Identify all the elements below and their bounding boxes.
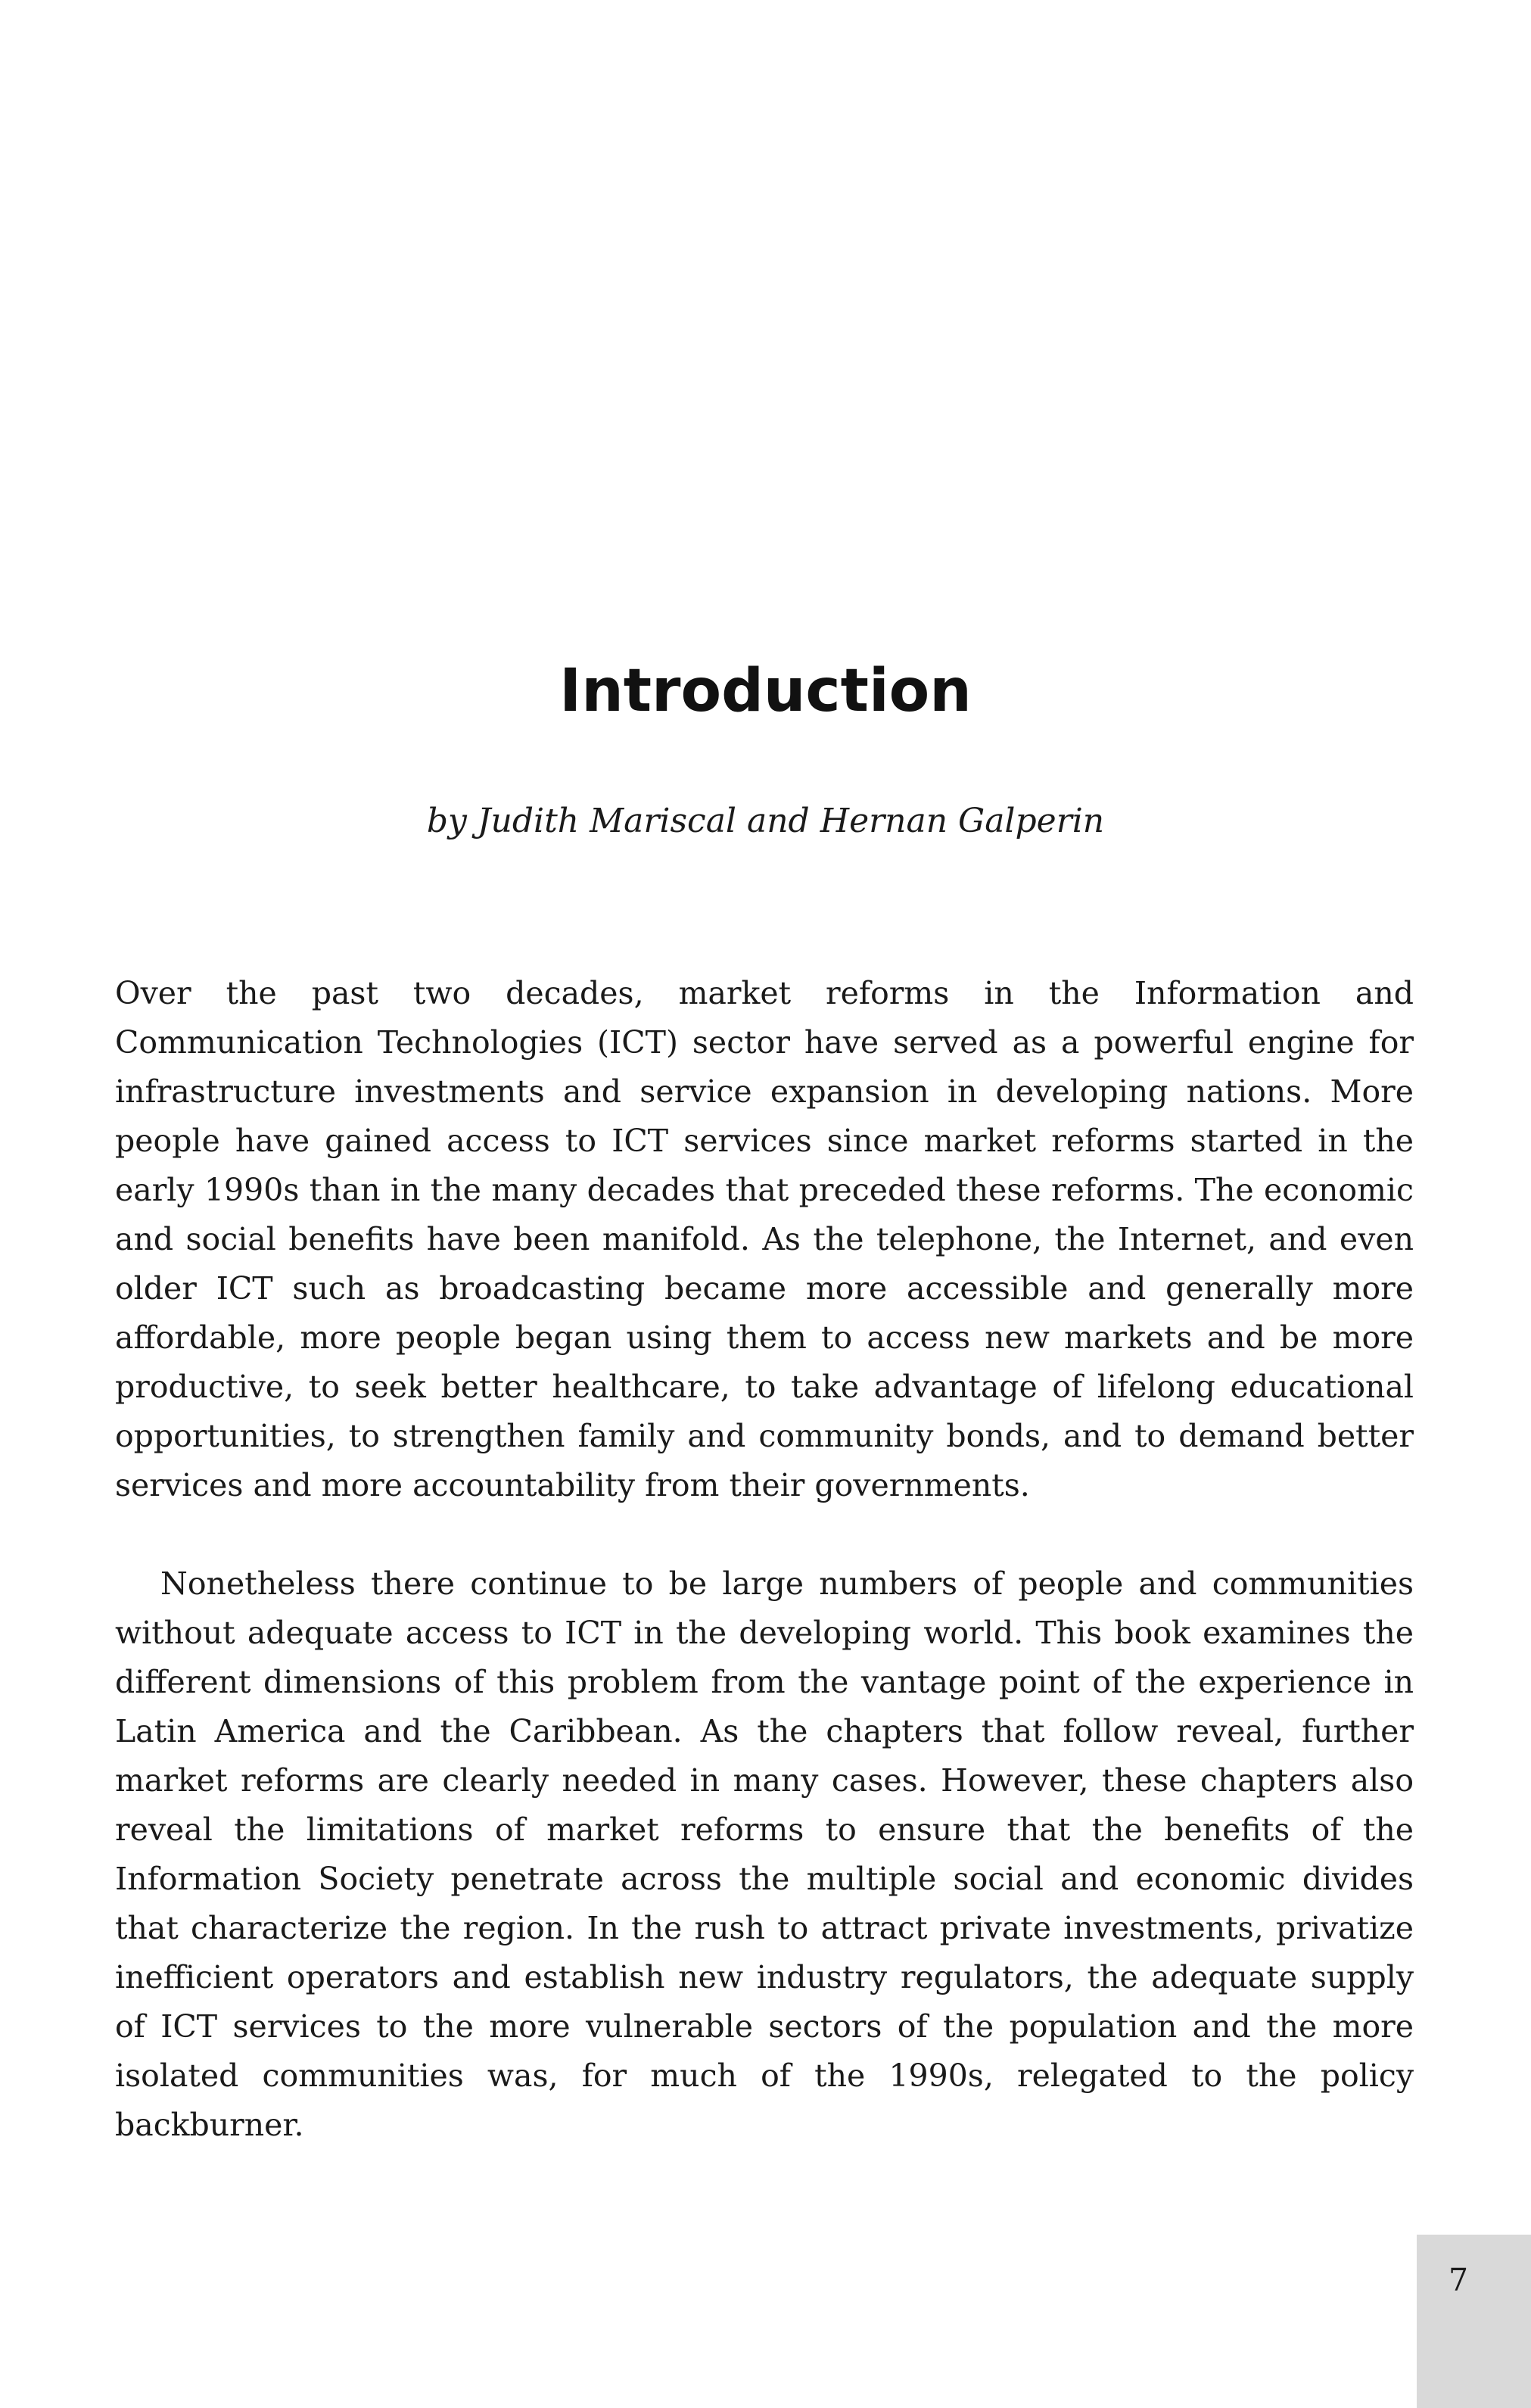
chapter-title: Introduction [559, 657, 972, 725]
chapter-byline: by Judith Mariscal and Hernan Galperin [426, 802, 1105, 840]
paragraph-1: Over the past two decades, market reforms in the Information and Communication Technologies (ICT) sector have served as a powerful engine for infrastructure investments and service expansion in developing nations. More people have gained access to ICT services since market reforms started in the early 1990s than in the many decades that preceded these reforms. The economic and social benefits have been manifold. As the telephone, the Internet, and even older ICT such as broadcasting became more accessible and generally more affordable, more people began using them to access new markets and be more productive, to seek better healthcare, to take advantage of lifelong educational opportunities, to strengthen family and community bonds, and to demand better services and more accountability from their governments. [115, 975, 1414, 1503]
chapter-body [115, 969, 1414, 2199]
page-number: 7 [1448, 2262, 1469, 2298]
paragraph-2: Nonetheless there continue to be large numbers of people and communities without adequate access to ICT in the developing world. This book examines the different dimensions of this problem from the vantage point of the experience in Latin America and the Caribbean. As the chapters that follow reveal, further market reforms are clearly needed in many cases. However, these chapters also reveal the limitations of market reforms to ensure that the benefits of the Information Society penetrate across the multiple social and economic divides that characterize the region. In the rush to attract private investments, privatize inefficient operators and establish new industry regulators, the adequate supply of ICT services to the more vulnerable sectors of the population and the more isolated communities was, for much of the 1990s, relegated to the policy backburner. [115, 1565, 1414, 2143]
